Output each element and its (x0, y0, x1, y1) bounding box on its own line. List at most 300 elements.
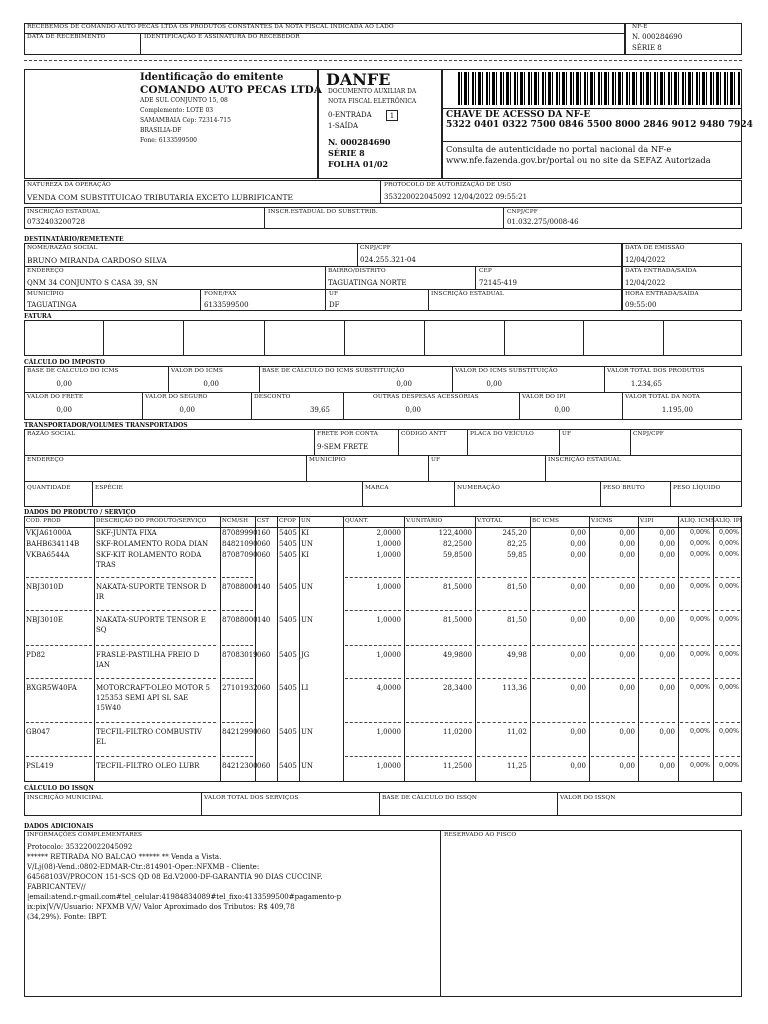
product-cst: 160 (257, 529, 271, 537)
product-vtotal: 11,02 (506, 728, 527, 736)
carrier-cnpj-label: CNPJ/CPF (633, 431, 664, 437)
product-vicms: 0,00 (619, 529, 635, 537)
exit-time: 09:55:00 (625, 301, 657, 309)
row-separator (96, 645, 216, 646)
product-bc: 0,00 (570, 762, 586, 770)
tax-invoice-total: 1.195,00 (661, 406, 693, 414)
tax-ipi-label: VALOR DO IPI (522, 394, 566, 400)
row-separator (640, 756, 675, 757)
product-ncm: 84212990 (222, 728, 258, 736)
row-separator (222, 678, 253, 679)
column-header: V.IPI (640, 518, 654, 524)
product-un: JG (301, 651, 310, 659)
product-vtotal: 11,25 (506, 762, 527, 770)
product-qtd: 1,0000 (376, 551, 401, 559)
product-bc: 0,00 (570, 551, 586, 559)
product-vicms: 0,00 (619, 684, 635, 692)
product-cfop: 5405 (279, 651, 297, 659)
column-header: COD. PROD (26, 518, 61, 524)
product-vtotal: 81,50 (506, 583, 527, 591)
tax-discount: 39,65 (309, 406, 330, 414)
additional-info-line: |email:atend.r-gmail.com#tel_celular:41984834089#tel_fixo:4133599500#pagamento-p (27, 893, 342, 901)
column-divider (94, 516, 95, 782)
row-separator (591, 645, 635, 646)
exit-time-label: HORA ENTRADA/SAÍDA (625, 291, 699, 297)
plate-label: PLACA DO VEÍCULO (470, 431, 534, 437)
receipt-nfe-label: NF-E (632, 24, 648, 30)
recipient-phone-label: FONE/FAX (204, 291, 237, 297)
product-cod: VKJA61000A (26, 529, 72, 537)
row-separator (680, 577, 710, 578)
row-separator (406, 577, 472, 578)
product-qtd: 1,0000 (376, 616, 401, 624)
row-separator (715, 610, 740, 611)
product-aicms: 0,00% (689, 616, 710, 623)
row-separator (345, 577, 401, 578)
row-separator (640, 577, 675, 578)
column-header: CFOP (279, 518, 296, 524)
row-separator (222, 722, 253, 723)
row-separator (26, 722, 92, 723)
issue-date-label: DATA DE EMISSÃO (625, 245, 685, 251)
product-cst: 060 (257, 684, 271, 692)
row-separator (591, 678, 635, 679)
product-description: IAN (96, 661, 110, 669)
product-vipi: 0,00 (659, 728, 675, 736)
product-un: UN (301, 762, 314, 770)
row-separator (26, 756, 92, 757)
product-cod: BAHB634114B (26, 540, 80, 548)
row-separator (477, 756, 527, 757)
product-description: TECFIL-FILTRO OLEO LUBR (96, 762, 200, 770)
row-separator (715, 645, 740, 646)
access-key-value: 5322 0401 0322 7500 0846 5500 8000 2846 9012 9480 7924 (446, 120, 753, 130)
recipient-name-label: NOME/RAZÃO SOCIAL (27, 245, 98, 251)
product-qtd: 4,0000 (376, 684, 401, 692)
product-vunit: 11,0200 (443, 728, 472, 736)
danfe-entrada: 0-ENTRADA (328, 111, 372, 119)
row-separator (591, 610, 635, 611)
product-vunit: 59,8500 (443, 551, 472, 559)
receipt-statement: RECEBEMOS DE COMANDO AUTO PECAS LTDA OS PRODUTOS CONSTANTES DA NOTA FISCAL INDICADA AO LADO (27, 24, 394, 30)
row-separator (345, 756, 401, 757)
recipient-district-label: BAIRRO/DISTRITO (328, 268, 386, 274)
tax-icms-base: 0,00 (56, 380, 72, 388)
product-cst: 060 (257, 551, 271, 559)
product-qtd: 2,0000 (376, 529, 401, 537)
row-separator (222, 645, 253, 646)
row-separator (96, 577, 216, 578)
additional-info-line: ix:pix|V/V/Usuario: NFXMB V/V/ Valor Aproximado dos Tributos: R$ 409,78 (27, 903, 295, 911)
product-ncm: 84212300 (222, 762, 258, 770)
nature-value: VENDA COM SUBSTITUICAO TRIBUTARIA EXCETO LUBRIFICANTE (27, 193, 293, 202)
row-separator (591, 577, 635, 578)
product-description: TRAS (96, 561, 116, 569)
row-separator (477, 645, 527, 646)
row-separator (222, 756, 253, 757)
protocol-value: 353220022045092 12/04/2022 09:55:21 (384, 193, 528, 201)
recipient-cnpj: 024.255.321-04 (360, 256, 416, 264)
product-vicms: 0,00 (619, 540, 635, 548)
product-un: KI (301, 551, 309, 559)
tax-insurance: 0,00 (179, 406, 195, 414)
carrier-uf2-label: UF (431, 457, 441, 463)
tax-icms-st-label: VALOR DO ICMS SUBSTITUIÇÃO (455, 368, 558, 374)
tax-icms-base-label: BASE DE CÁLCULO DO ICMS (27, 368, 119, 374)
recipient-cep: 72145-419 (479, 279, 517, 287)
protocol-label: PROTOCOLO DE AUTORIZAÇÃO DE USO (384, 182, 512, 188)
product-ncm: 87083019 (222, 651, 258, 659)
product-bc: 0,00 (570, 540, 586, 548)
additional-info-line: Protocolo: 353220022045092 (27, 843, 133, 851)
carrier-name-label: RAZÃO SOCIAL (27, 431, 76, 437)
column-header: BC ICMS (532, 518, 560, 524)
product-vipi: 0,00 (659, 616, 675, 624)
ie-st-label: INSCR.ESTADUAL DO SUBST.TRIB. (268, 209, 378, 215)
product-qtd: 1,0000 (376, 540, 401, 548)
product-aicms: 0,00% (689, 651, 710, 658)
product-bc: 0,00 (570, 651, 586, 659)
additional-info-line: 64568103V/PROCON 151-SCS QD 08 Ed.V2000-DF-GARANTIA 90 DIAS CUCCINF. (27, 873, 323, 881)
row-separator (345, 722, 401, 723)
products-section-title: DADOS DO PRODUTO / SERVIÇO (24, 509, 136, 516)
product-vicms: 0,00 (619, 762, 635, 770)
product-cod: PSL419 (26, 762, 54, 770)
column-divider (220, 516, 221, 782)
product-cfop: 5405 (279, 583, 297, 591)
fisco-reserved-label: RESERVADO AO FISCO (444, 832, 517, 838)
product-cod: PD82 (26, 651, 46, 659)
tax-icms-st: 0,00 (486, 380, 502, 388)
product-description: NAKATA-SUPORTE TENSOR D (96, 583, 207, 591)
danfe-title: DANFE (326, 70, 391, 89)
row-separator (26, 678, 92, 679)
product-aicms: 0,00% (689, 529, 710, 536)
tax-products-total: 1.234,65 (630, 380, 662, 388)
row-separator (477, 610, 527, 611)
authenticity-text-1: Consulta de autenticidade no portal nacional da NF-e (446, 144, 672, 154)
product-vunit: 11,2500 (443, 762, 472, 770)
carrier-address-label: ENDEREÇO (27, 457, 64, 463)
row-separator (406, 678, 472, 679)
product-vipi: 0,00 (659, 583, 675, 591)
product-ncm: 27101932 (222, 684, 258, 692)
product-un: UN (301, 616, 314, 624)
recipient-uf-label: UF (329, 291, 339, 297)
emitter-heading: Identificação do emitente (140, 72, 284, 83)
product-ncm: 87087090 (222, 551, 258, 559)
row-separator (477, 678, 527, 679)
column-header: V.ICMS (591, 518, 613, 524)
antt-label: CÓDIGO ANTT (401, 431, 447, 437)
row-separator (26, 645, 92, 646)
product-bc: 0,00 (570, 529, 586, 537)
ie-label: INSCRIÇÃO ESTADUAL (27, 209, 100, 215)
issqn-services-label: VALOR TOTAL DOS SERVIÇOS (204, 795, 299, 801)
tax-discount-label: DESCONTO (254, 394, 291, 400)
brand-label: MARCA (365, 485, 389, 491)
product-vtotal: 245,20 (502, 529, 527, 537)
product-aipi: 0,00% (718, 762, 739, 769)
row-separator (591, 722, 635, 723)
column-header: QUANT. (345, 518, 369, 524)
product-vunit: 122,4000 (438, 529, 472, 537)
additional-info-line: ****** RETIRADA NO BALCAO ****** ** Venda a Vista. (27, 853, 222, 861)
column-divider (475, 516, 476, 782)
row-separator (715, 678, 740, 679)
net-weight-label: PESO LÍQUIDO (673, 485, 721, 491)
ie-value: 0732403200728 (27, 218, 85, 226)
danfe-page-count: FOLHA 01/02 (328, 159, 389, 169)
column-divider (404, 516, 405, 782)
row-separator (477, 722, 527, 723)
row-separator (640, 678, 675, 679)
issqn-base-label: BASE DE CÁLCULO DO ISSQN (382, 795, 478, 801)
registration-row (24, 207, 742, 229)
product-qtd: 1,0000 (376, 762, 401, 770)
authenticity-text-2: www.nfe.fazenda.gov.br/portal ou no site da SEFAZ Autorizada (446, 155, 711, 165)
row-separator (591, 756, 635, 757)
row-separator (640, 610, 675, 611)
row-separator (680, 610, 710, 611)
product-aipi: 0,00% (718, 616, 739, 623)
additional-info-line: FABRICANTEV// (27, 883, 86, 891)
row-separator (406, 610, 472, 611)
recipient-box (24, 243, 622, 311)
cut-line (24, 60, 742, 61)
danfe-subtitle-1: DOCUMENTO AUXILIAR DA (328, 88, 417, 95)
emitter-address-1: ADE SUL CONJUNTO 15, 08 (140, 97, 228, 104)
tax-ipi: 0,00 (554, 406, 570, 414)
issqn-section-title: CÁLCULO DO ISSQN (24, 785, 94, 792)
product-description: 15W40 (96, 704, 122, 712)
product-cfop: 5405 (279, 551, 297, 559)
product-bc: 0,00 (570, 616, 586, 624)
gross-weight-label: PESO BRUTO (603, 485, 645, 491)
product-aipi: 0,00% (718, 728, 739, 735)
product-un: UN (301, 728, 314, 736)
product-vtotal: 82,25 (506, 540, 527, 548)
issqn-value-label: VALOR DO ISSQN (560, 795, 616, 801)
row-separator (26, 577, 92, 578)
additional-info-line: V/Lj(08)-Vend.:0802-EDMAR-Ctr.:814901-Oper.:NFXMB - Cliente: (27, 863, 260, 871)
product-vipi: 0,00 (659, 762, 675, 770)
product-description: SKF-JUNTA FIXA (96, 529, 157, 537)
product-description: MOTORCRAFT-OLEO MOTOR 5 (96, 684, 210, 692)
row-separator (222, 610, 253, 611)
barcode-image (458, 72, 740, 105)
product-vipi: 0,00 (659, 551, 675, 559)
additional-section-title: DADOS ADICIONAIS (24, 823, 94, 830)
product-description: EL (96, 738, 106, 746)
recipient-cep-label: CEP (479, 268, 492, 274)
product-vtotal: 113,36 (502, 684, 527, 692)
column-header: ALÍQ. ICMS (680, 518, 715, 524)
product-vtotal: 81,50 (506, 616, 527, 624)
product-vicms: 0,00 (619, 551, 635, 559)
product-cfop: 5405 (279, 762, 297, 770)
row-separator (96, 756, 216, 757)
row-separator (406, 722, 472, 723)
tax-icms-label: VALOR DO ICMS (171, 368, 223, 374)
receipt-date-label: DATA DE RECEBIMENTO (27, 34, 106, 40)
row-separator (222, 577, 253, 578)
product-description: TECFIL-FILTRO COMBUSTIV (96, 728, 202, 736)
row-separator (680, 678, 710, 679)
danfe-subtitle-2: NOTA FISCAL ELETRÔNICA (328, 98, 417, 105)
recipient-address: QNM 34 CONJUNTO S CASA 39, SN (27, 279, 158, 287)
product-vicms: 0,00 (619, 616, 635, 624)
tax-products-total-label: VALOR TOTAL DOS PRODUTOS (607, 368, 705, 374)
product-aipi: 0,00% (718, 551, 739, 558)
product-cod: GB047 (26, 728, 51, 736)
row-separator (532, 678, 586, 679)
tax-invoice-total-label: VALOR TOTAL DA NOTA (625, 394, 700, 400)
product-aicms: 0,00% (689, 684, 710, 691)
carrier-box (24, 429, 742, 507)
column-divider (299, 516, 300, 782)
product-aipi: 0,00% (718, 651, 739, 658)
product-aicms: 0,00% (689, 762, 710, 769)
carrier-city-label: MUNICÍPIO (309, 457, 346, 463)
recipient-city: TAGUATINGA (27, 301, 77, 309)
carrier-uf-label: UF (562, 431, 572, 437)
danfe-number: N. 000284690 (328, 137, 391, 147)
product-cst: 060 (257, 762, 271, 770)
product-un: UN (301, 540, 314, 548)
column-divider (678, 516, 679, 782)
column-header: V.UNITÁRIO (406, 518, 443, 524)
column-divider (530, 516, 531, 782)
row-separator (96, 678, 216, 679)
recipient-uf: DF (329, 301, 340, 309)
product-vtotal: 49,98 (506, 651, 527, 659)
danfe-saida: 1-SAÍDA (328, 122, 359, 130)
product-vunit: 81,5000 (443, 583, 472, 591)
row-separator (406, 756, 472, 757)
recipient-ie-label: INSCRIÇÃO ESTADUAL (431, 291, 504, 297)
row-separator (477, 577, 527, 578)
emitter-address-3: SAMAMBAIA Cep: 72314-715 (140, 117, 231, 124)
row-separator (406, 645, 472, 646)
tax-freight-label: VALOR DO FRETE (27, 394, 84, 400)
product-vunit: 28,3400 (443, 684, 472, 692)
row-separator (640, 722, 675, 723)
recipient-name: BRUNO MIRANDA CARDOSO SILVA (27, 256, 167, 265)
row-separator (345, 610, 401, 611)
row-separator (26, 610, 92, 611)
product-cfop: 5405 (279, 529, 297, 537)
tax-freight: 0,00 (56, 406, 72, 414)
product-cod: VKBA6544A (26, 551, 70, 559)
product-aicms: 0,00% (689, 551, 710, 558)
product-vunit: 81,5000 (443, 616, 472, 624)
column-divider (343, 516, 344, 782)
product-vipi: 0,00 (659, 651, 675, 659)
product-vicms: 0,00 (619, 583, 635, 591)
recipient-phone: 6133599500 (204, 301, 249, 309)
product-vicms: 0,00 (619, 651, 635, 659)
species-label: ESPÉCIE (95, 485, 123, 491)
product-cst: 060 (257, 728, 271, 736)
product-description: IR (96, 593, 105, 601)
receipt-signature-label: IDENTIFICAÇÃO E ASSINATURA DO RECEBEDOR (144, 34, 300, 40)
product-vicms: 0,00 (619, 728, 635, 736)
row-separator (715, 756, 740, 757)
product-qtd: 1,0000 (376, 728, 401, 736)
product-description: SKF-KIT ROLAMENTO RODA (96, 551, 202, 559)
column-header: NCM/SH (222, 518, 249, 524)
product-cfop: 5405 (279, 728, 297, 736)
access-key-label: CHAVE DE ACESSO DA NF-E (446, 110, 591, 120)
additional-info-line: (34,29%). Fonte: IBPT. (27, 913, 107, 921)
product-ncm: 84821090 (222, 540, 258, 548)
product-bc: 0,00 (570, 728, 586, 736)
column-header: UN (301, 518, 311, 524)
product-bc: 0,00 (570, 583, 586, 591)
product-cod: NBJ3010D (26, 583, 64, 591)
invoice-box (24, 320, 742, 356)
column-header: CST (257, 518, 270, 524)
carrier-section-title: TRANSPORTADOR/VOLUMES TRANSPORTADOS (24, 422, 188, 429)
row-separator (345, 678, 401, 679)
emitter-name: COMANDO AUTO PECAS LTDA (140, 84, 322, 96)
exit-date-label: DATA ENTRADA/SAÍDA (625, 268, 697, 274)
product-aicms: 0,00% (689, 728, 710, 735)
column-divider (277, 516, 278, 782)
product-bc: 0,00 (570, 684, 586, 692)
tax-insurance-label: VALOR DO SEGURO (145, 394, 208, 400)
receipt-number: N. 000284690 (632, 33, 683, 41)
numbering-label: NUMERAÇÃO (457, 485, 500, 491)
product-cod: NBJ3010E (26, 616, 63, 624)
product-un: UN (301, 583, 314, 591)
product-description: 125353 SEMI API SL SAE (96, 694, 189, 702)
emitter-address-2: Complemento: LOTE 03 (140, 107, 214, 114)
product-cst: 140 (257, 616, 271, 624)
recipient-address-label: ENDEREÇO (27, 268, 64, 274)
product-description: SQ (96, 626, 107, 634)
product-aipi: 0,00% (718, 583, 739, 590)
recipient-city-label: MUNICÍPIO (27, 291, 64, 297)
tax-icms: 0,00 (203, 380, 219, 388)
emitter-phone: Fone: 6133599500 (140, 137, 197, 144)
product-cod: BXGR5W40FA (26, 684, 77, 692)
tax-other-expenses: 0,00 (405, 406, 421, 414)
product-aipi: 0,00% (718, 684, 739, 691)
product-cfop: 5405 (279, 684, 297, 692)
quantity-label: QUANTIDADE (27, 485, 71, 491)
recipient-cnpj-label: CNPJ/CPF (360, 245, 391, 251)
product-un: KI (301, 529, 309, 537)
row-separator (715, 577, 740, 578)
product-qtd: 1,0000 (376, 583, 401, 591)
product-vunit: 49,9800 (443, 651, 472, 659)
column-header: V.TOTAL (477, 518, 503, 524)
additional-info-label: INFORMAÇÕES COMPLEMENTARES (27, 832, 143, 838)
nature-label: NATUREZA DA OPERAÇÃO (27, 182, 111, 188)
row-separator (532, 645, 586, 646)
product-vipi: 0,00 (659, 540, 675, 548)
recipient-section-title: DESTINATÁRIO/REMETENTE (24, 236, 124, 243)
row-separator (640, 645, 675, 646)
danfe-tipo-box: 1 (386, 110, 398, 121)
carrier-ie-label: INSCRIÇÃO ESTADUAL (548, 457, 621, 463)
row-separator (532, 577, 586, 578)
product-cfop: 5405 (279, 616, 297, 624)
product-ncm: 87089990 (222, 529, 258, 537)
tax-section-title: CÁLCULO DO IMPOSTO (24, 359, 105, 366)
